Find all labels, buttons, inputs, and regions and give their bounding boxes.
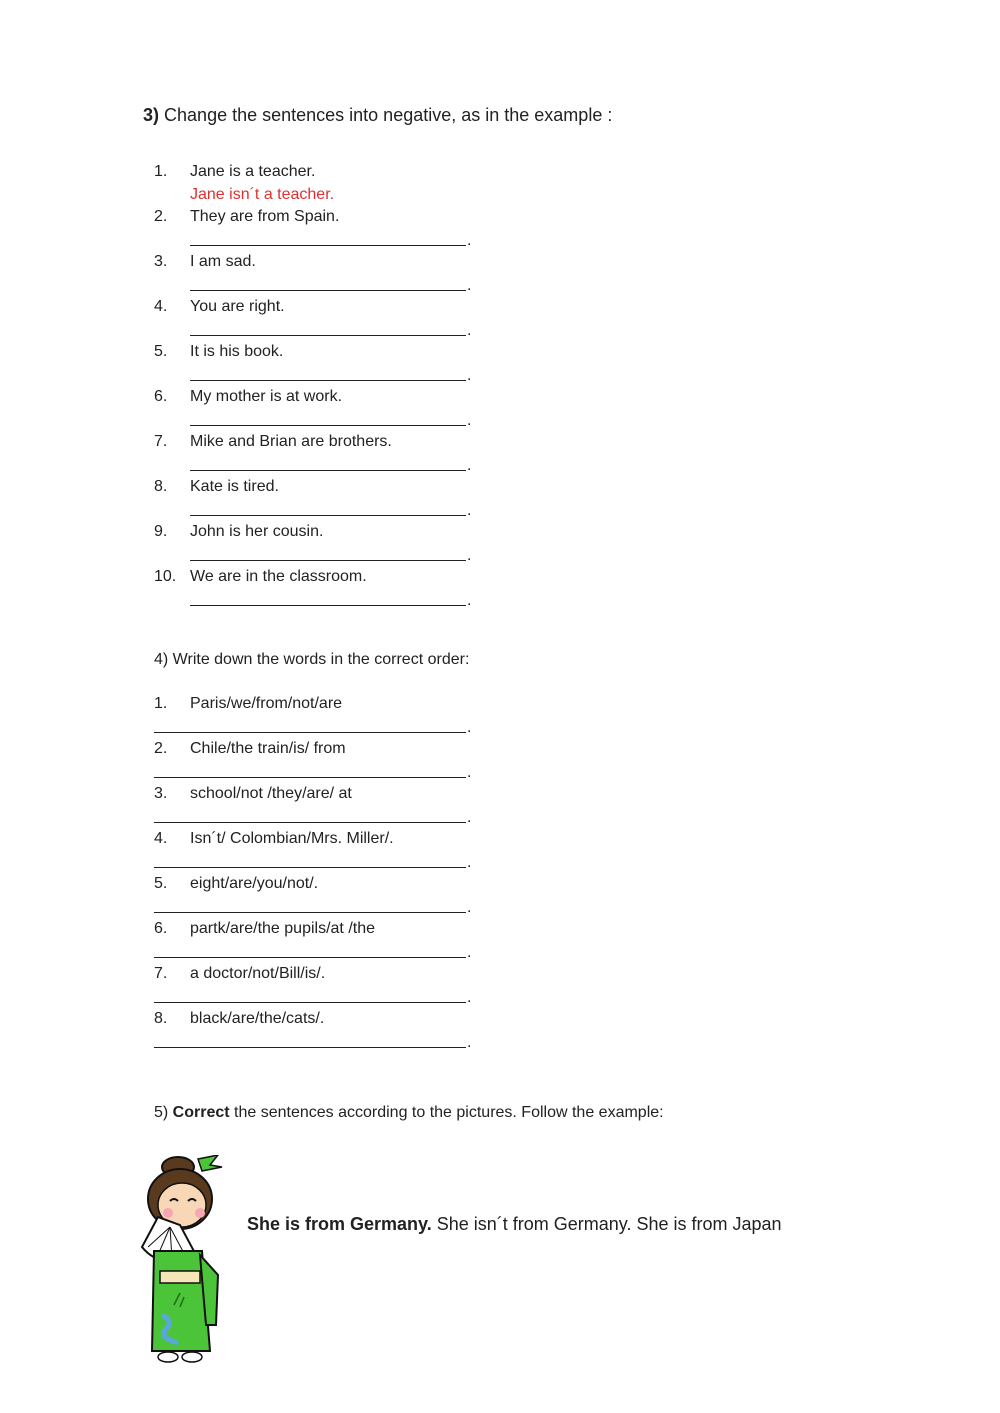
blank-period: . — [467, 412, 472, 429]
blank-line — [190, 560, 466, 561]
blank-line — [190, 470, 466, 471]
blank-period: . — [467, 1034, 472, 1051]
blank-line — [154, 1047, 466, 1048]
answer-blank[interactable] — [190, 454, 474, 474]
blank-period: . — [467, 457, 472, 474]
section-3-number: 3) — [143, 105, 160, 125]
section-5-instruction: the sentences according to the pictures. Follow the example: — [229, 1104, 664, 1121]
answer-blank[interactable] — [190, 364, 474, 384]
blank-line — [190, 380, 466, 381]
section-5-bold-word: Correct — [172, 1104, 230, 1121]
item-words: school/not /they/are/ at — [190, 785, 352, 802]
answer-blank[interactable] — [154, 806, 474, 826]
blank-period: . — [467, 719, 472, 736]
item-number: 7. — [154, 433, 168, 450]
blank-line — [190, 605, 466, 606]
answer-blank[interactable] — [190, 229, 474, 249]
item-number: 8. — [154, 478, 168, 495]
item-number: 4. — [154, 830, 168, 847]
item-number: 2. — [154, 740, 168, 757]
answer-blank[interactable] — [154, 1031, 474, 1051]
japanese-girl-illustration — [140, 1155, 228, 1367]
example-answer: Jane isn´t a teacher. — [190, 186, 335, 203]
item-words: Chile/the train/is/ from — [190, 740, 346, 757]
item-sentence: Kate is tired. — [190, 478, 279, 495]
answer-blank[interactable] — [190, 589, 474, 609]
answer-blank[interactable] — [154, 986, 474, 1006]
blank-period: . — [467, 899, 472, 916]
item-sentence: You are right. — [190, 298, 285, 315]
item-words: partk/are/the pupils/at /the — [190, 920, 375, 937]
blank-line — [190, 245, 466, 246]
item-number: 8. — [154, 1010, 168, 1027]
blank-line — [154, 732, 466, 733]
answer-blank[interactable] — [190, 409, 474, 429]
answer-blank[interactable] — [190, 319, 474, 339]
blank-line — [154, 957, 466, 958]
item-number: 4. — [154, 298, 168, 315]
blank-period: . — [467, 989, 472, 1006]
japanese-girl-icon — [140, 1155, 228, 1367]
blank-line — [190, 515, 466, 516]
item-words: Paris/we/from/not/are — [190, 695, 343, 712]
blank-period: . — [467, 944, 472, 961]
section-3-instruction: Change the sentences into negative, as in the example : — [164, 105, 613, 125]
answer-blank[interactable] — [154, 761, 474, 781]
blank-line — [154, 822, 466, 823]
answer-blank[interactable] — [154, 941, 474, 961]
item-words: black/are/the/cats/. — [190, 1010, 325, 1027]
item-number: 9. — [154, 523, 168, 540]
item-words: a doctor/not/Bill/is/. — [190, 965, 326, 982]
section-5-heading — [154, 1104, 664, 1122]
blank-line — [190, 335, 466, 336]
item-number: 1. — [154, 695, 168, 712]
blank-line — [154, 777, 466, 778]
blank-period: . — [467, 502, 472, 519]
item-number: 6. — [154, 920, 168, 937]
blank-period: . — [467, 367, 472, 384]
blank-period: . — [467, 322, 472, 339]
item-number: 10. — [154, 568, 177, 585]
item-number: 1. — [154, 163, 168, 180]
answer-blank[interactable] — [190, 544, 474, 564]
item-sentence: We are in the classroom. — [190, 568, 367, 585]
item-words: eight/are/you/not/. — [190, 875, 319, 892]
item-number: 3. — [154, 253, 168, 270]
item-number: 6. — [154, 388, 168, 405]
answer-blank[interactable] — [154, 851, 474, 871]
item-sentence: My mother is at work. — [190, 388, 343, 405]
item-sentence: They are from Spain. — [190, 208, 340, 225]
item-number: 5. — [154, 343, 168, 360]
answer-blank[interactable] — [154, 896, 474, 916]
blank-period: . — [467, 592, 472, 609]
blank-line — [154, 912, 466, 913]
blank-period: . — [467, 809, 472, 826]
section-5-prefix: 5) — [154, 1104, 173, 1121]
blank-line — [154, 867, 466, 868]
blank-period: . — [467, 277, 472, 294]
item-number: 7. — [154, 965, 168, 982]
blank-period: . — [467, 854, 472, 871]
blank-period: . — [467, 547, 472, 564]
blank-line — [154, 1002, 466, 1003]
item-sentence: John is her cousin. — [190, 523, 324, 540]
item-sentence: It is his book. — [190, 343, 284, 360]
item-sentence: I am sad. — [190, 253, 256, 270]
answer-blank[interactable] — [190, 499, 474, 519]
answer-blank[interactable] — [154, 716, 474, 736]
blank-line — [190, 290, 466, 291]
section-3-heading — [143, 105, 612, 126]
item-number: 2. — [154, 208, 168, 225]
item-sentence: Mike and Brian are brothers. — [190, 433, 392, 450]
item-number: 3. — [154, 785, 168, 802]
item-words: Isn´t/ Colombian/Mrs. Miller/. — [190, 830, 394, 847]
item-number: 5. — [154, 875, 168, 892]
blank-period: . — [467, 232, 472, 249]
answer-blank[interactable] — [190, 274, 474, 294]
section-4-heading: 4) Write down the words in the correct order: — [154, 651, 470, 668]
blank-period: . — [467, 764, 472, 781]
section-5-example — [247, 1214, 782, 1235]
section-5-example-text: She isn´t from Germany. She is from Japan — [431, 1214, 782, 1234]
blank-line — [190, 425, 466, 426]
section-5-example-bold: She is from Germany. — [247, 1214, 432, 1234]
item-sentence: Jane is a teacher. — [190, 163, 316, 180]
